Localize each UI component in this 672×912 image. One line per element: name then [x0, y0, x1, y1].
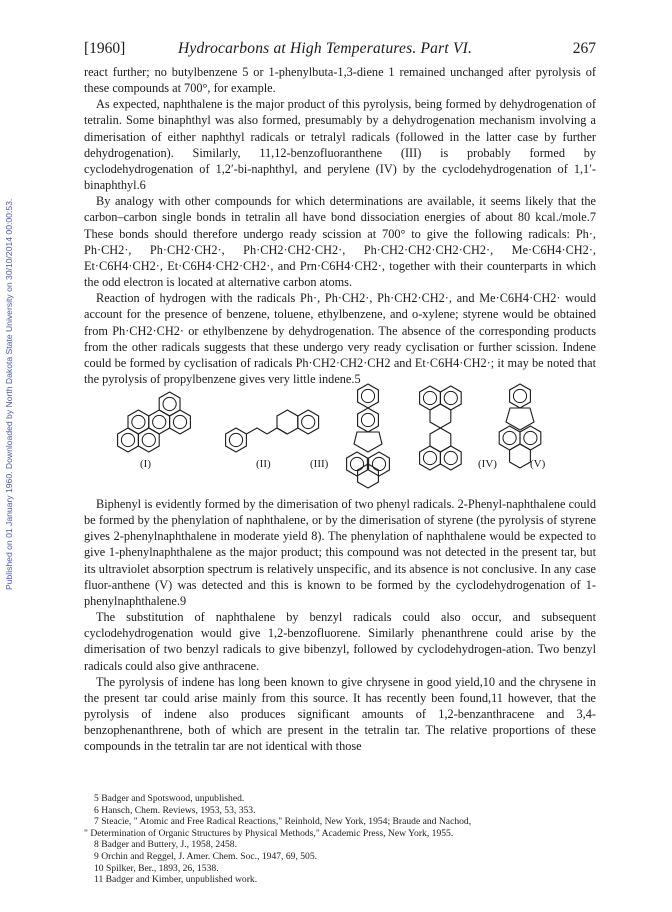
- structure-II: [226, 410, 319, 452]
- body-text-upper: [84, 64, 596, 387]
- footnote: 8 Badger and Buttery, J., 1958, 2458.: [94, 839, 237, 851]
- structure-IV: [420, 386, 462, 470]
- label-IV: (IV): [478, 458, 497, 470]
- label-II: (II): [256, 458, 271, 470]
- download-notice: [2, 120, 16, 590]
- paragraph: As expected, naphthalene is the major product of this pyrolysis, being formed by dehydrogenation of tetralin. Some binaphthyl was also formed, presumably by a dehydrogenation mechanism involving a dimerisation of either naphthyl radicals or tetralyl radicals (followed in the latter case by further dehydrogenation). Similarly, 11,12-benzofluoranthene (III) is probably formed by cyclodehydrogenation of 1,2′-bi-naphthyl, and perylene (IV) by the cyclodehydrogenation of 1,1′-binaphthyl.6: [84, 97, 596, 193]
- footnote: 11 Badger and Kimber, unpublished work.: [94, 874, 258, 886]
- label-V: (V): [530, 458, 546, 470]
- download-notice-text: Published on 01 January 1960. Downloaded by North Dakota State University on 30/10/2014 00:00:53.: [4, 198, 14, 590]
- footnote: 6 Hansch, Chem. Reviews, 1953, 53, 353.: [94, 804, 256, 816]
- footnotes: [84, 793, 596, 886]
- paragraph: The pyrolysis of indene has long been known to give chrysene in good yield,10 and the chrysene in the present tar could arise mainly from this source. It has recently been found,11 however, that the pyrolysis of indene also produces significant amounts of 1,2-benzanthracene and 3,4-benzophenanthrene, both of which are present in the tetralin tar. The relative proportions of these compounds in the tetralin tar are not identical with those: [84, 674, 596, 754]
- page-number: 267: [572, 40, 596, 57]
- footnote: 9 Orchin and Reggel, J. Amer. Chem. Soc., 1947, 69, 505.: [94, 850, 318, 862]
- header-year: [1960]: [84, 40, 126, 57]
- body-text-lower: [84, 496, 596, 755]
- paragraph: react further; no butylbenzene 5 or 1-phenylbuta-1,3-diene 1 remained unchanged after pyrolysis of these compounds at 700°, for example.: [84, 65, 596, 96]
- chemical-structures-drawing: [110, 382, 590, 490]
- paragraph: Reaction of hydrogen with the radicals Ph·, Ph·CH2·, Ph·CH2·CH2·, and Me·C6H4·CH2· would account for the presence of benzene, toluene, ethylbenzene, and o-xylene; styrene would be obtained from Ph·CH2·CH2· or ethylbenzene by dehydrogenation. The absence of the corresponding products from the other radicals suggests that these undergo very ready cyclisation or further scission. Indene could be formed by cyclisation of radicals Ph·CH2·CH2·CH2 and Et·C6H4·CH2·; it may be noted that the pyrolysis of propylbenzene gives very little indene.5: [84, 291, 596, 386]
- paragraph: By analogy with other compounds for which determinations are available, it seems likely that the carbon–carbon single bonds in tetralin all have bond dissociation energies of about 80 kcal./mole.7 These bonds should therefore undergo ready scission at 700° to give the following radicals: Ph·, Ph·CH2·, Ph·CH2·CH2·, Ph·CH2·CH2·CH2·, Ph·CH2·CH2·CH2·CH2·, Me·C6H4·CH2·, Et·C6H4·CH2·, Et·C6H4·CH2·CH2·, and Prn·C6H4·CH2·, together with their counterparts in which the odd electron is located at alternative carbon atoms.: [84, 194, 596, 290]
- footnote: 5 Badger and Spotswood, unpublished.: [94, 793, 245, 804]
- structure-III: [347, 384, 390, 488]
- footnote: 10 Spilker, Ber., 1893, 26, 1538.: [94, 862, 219, 874]
- structure-figure: [110, 382, 590, 490]
- label-III: (III): [310, 458, 329, 470]
- structure-V: [499, 384, 541, 468]
- running-header: [84, 40, 596, 58]
- footnote: " Determination of Organic Structures by Physical Methods," Academic Press, New York, 1955.: [84, 827, 454, 839]
- header-title: Hydrocarbons at High Temperatures. Part VI.: [178, 40, 473, 57]
- paragraph: Biphenyl is evidently formed by the dimerisation of two phenyl radicals. 2-Phenyl-naphthalene could be formed by the phenylation of naphthalene, or by the dimerisation of styrene (the pyrolysis of styrene gives 2-phenylnaphthalene in moderate yield 8). The phenylation of naphthalene would be expected to give 1-phenylnaphthalene as the major product; this compound was not detected in the present tar, but its ultraviolet absorption spectrum is relatively unspecific, and its absence is not conclusive. In any case fluor-anthene (V) was detected and this is known to be formed by the cyclodehydrogenation of 1-phenylnaphthalene.9: [84, 497, 596, 608]
- label-I: (I): [140, 458, 151, 470]
- structure-I: [118, 392, 191, 452]
- paragraph: The substitution of naphthalene by benzyl radicals could also occur, and subsequent cyclodehydrogenation would give 1,2-benzofluorene. Similarly phenanthrene could arise by the dimerisation of two benzyl radicals to give bibenzyl, followed by cyclodehydrogen-ation. Two benzyl radicals could also give anthracene.: [84, 610, 596, 673]
- footnote: 7 Steacie, " Atomic and Free Radical Reactions," Reinhold, New York, 1954; Braude and Nachod,: [94, 816, 472, 828]
